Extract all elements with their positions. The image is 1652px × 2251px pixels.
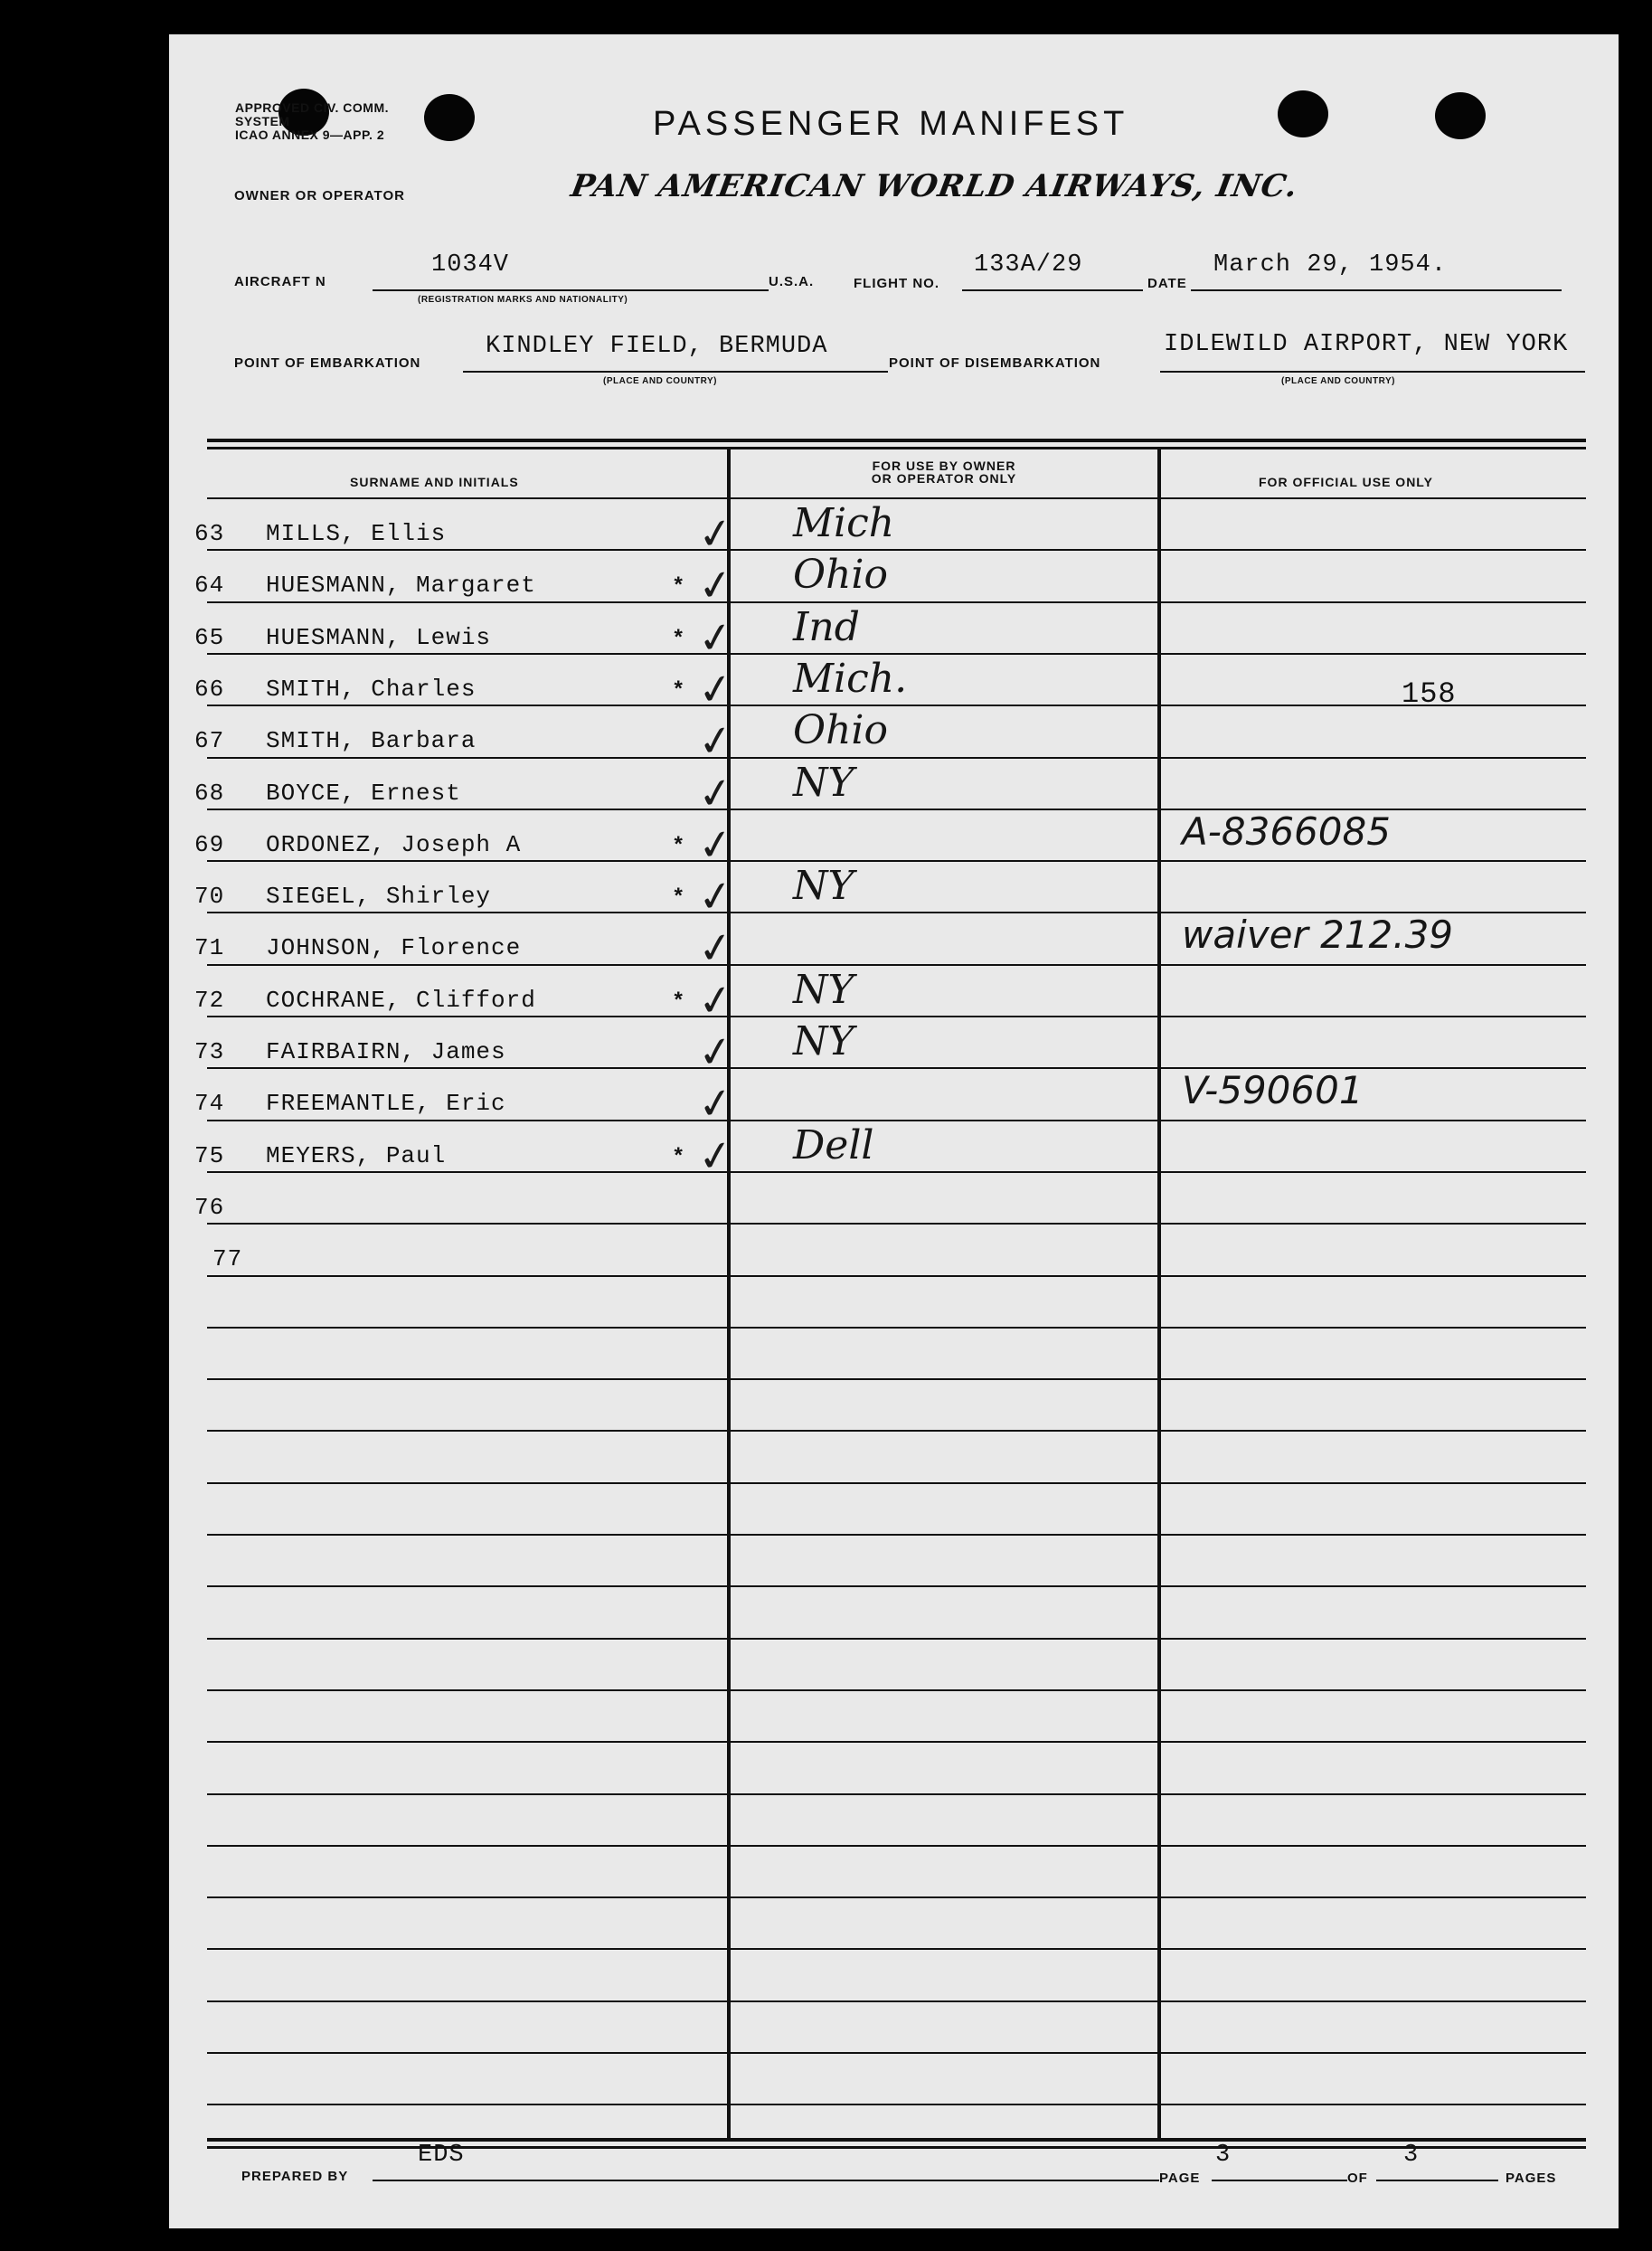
manifest-sheet [169, 34, 1619, 2228]
of-underline [1376, 2180, 1498, 2181]
passenger-name: BOYCE, Ernest [266, 780, 461, 807]
check-mark-icon: ✓ [694, 1129, 737, 1183]
row-rule [207, 2000, 1586, 2002]
table-bottom-rule-2 [207, 2146, 1586, 2149]
flight-label: FLIGHT NO. [854, 276, 939, 291]
passenger-name: HUESMANN, Lewis [266, 624, 492, 651]
page-label: PAGE [1159, 2171, 1201, 2186]
passenger-name: JOHNSON, Florence [266, 934, 522, 961]
official-note: V-590601 [1182, 1068, 1364, 1112]
disembarkation-sublabel: (PLACE AND COUNTRY) [1281, 376, 1395, 386]
table-bottom-rule-1 [207, 2138, 1586, 2142]
row-rule [207, 1171, 1586, 1173]
check-mark-icon: ✓ [694, 610, 737, 665]
check-mark-icon: ✓ [694, 558, 737, 612]
row-number: 68 [194, 780, 225, 807]
official-note: 158 [1402, 677, 1457, 711]
owner-note: Ind [793, 604, 860, 650]
check-mark-icon: ✓ [694, 1076, 737, 1130]
approval-note: APPROVED CIV. COMM. SYSTEM ICAO ANNEX 9—APP. 2 [235, 100, 390, 142]
embarkation-value: KINDLEY FIELD, BERMUDA [486, 333, 828, 360]
row-marker: * [672, 1146, 685, 1170]
row-rule [207, 757, 1586, 759]
owner-note: NY [793, 760, 854, 806]
row-number: 77 [212, 1245, 243, 1272]
check-mark-icon: ✓ [694, 921, 737, 975]
row-rule [207, 1689, 1586, 1691]
check-mark-icon: ✓ [694, 869, 737, 923]
row-rule [207, 1327, 1586, 1329]
column-header-official: FOR OFFICIAL USE ONLY [1259, 475, 1433, 489]
row-rule [207, 549, 1586, 551]
check-mark-icon: ✓ [694, 506, 737, 561]
row-rule [207, 1534, 1586, 1536]
row-marker: * [672, 575, 685, 600]
page-title: PASSENGER MANIFEST [653, 105, 1129, 143]
owner-note: Ohio [793, 707, 888, 753]
row-number: 67 [194, 727, 225, 754]
row-number: 72 [194, 987, 225, 1014]
aircraft-sublabel: (REGISTRATION MARKS AND NATIONALITY) [418, 295, 628, 305]
row-marker: * [672, 679, 685, 704]
check-mark-icon: ✓ [694, 1025, 737, 1079]
aircraft-label: AIRCRAFT N [234, 274, 326, 289]
owner-note: Ohio [793, 552, 888, 598]
prepared-underline [373, 2180, 1159, 2181]
passenger-name: MILLS, Ellis [266, 520, 447, 547]
row-number: 75 [194, 1142, 225, 1169]
row-number: 64 [194, 572, 225, 599]
row-number: 73 [194, 1038, 225, 1065]
row-rule [207, 1120, 1586, 1121]
prepared-by-label: PREPARED BY [241, 2169, 349, 2184]
of-label: OF [1347, 2171, 1368, 2186]
usa-label: U.S.A. [769, 274, 815, 289]
passenger-name: SMITH, Barbara [266, 727, 477, 754]
flight-value: 133A/29 [974, 251, 1083, 279]
row-number: 66 [194, 676, 225, 703]
row-rule [207, 1482, 1586, 1484]
punch-hole-right-1 [1278, 90, 1328, 137]
of-value: 3 [1403, 2142, 1420, 2169]
disembarkation-value: IDLEWILD AIRPORT, NEW YORK [1164, 331, 1569, 358]
owner-note: Mich [793, 500, 895, 546]
row-rule [207, 2104, 1586, 2105]
row-rule [207, 1430, 1586, 1432]
prepared-by-value: EDS [418, 2142, 465, 2169]
passenger-name: SIEGEL, Shirley [266, 883, 492, 910]
passenger-name: FAIRBAIRN, James [266, 1038, 506, 1065]
punch-hole-left-2 [424, 94, 475, 141]
column-header-surname: SURNAME AND INITIALS [350, 475, 519, 489]
owner-note: NY [793, 1018, 854, 1064]
passenger-name: HUESMANN, Margaret [266, 572, 536, 599]
page-value: 3 [1215, 2142, 1232, 2169]
official-note: waiver 212.39 [1182, 913, 1454, 957]
official-note: A-8366085 [1182, 809, 1391, 854]
row-rule [207, 1845, 1586, 1847]
row-marker: * [672, 628, 685, 652]
owner-note: Mich. [793, 656, 908, 702]
aircraft-underline [373, 289, 769, 291]
row-marker: * [672, 990, 685, 1015]
row-number: 63 [194, 520, 225, 547]
passenger-name: MEYERS, Paul [266, 1142, 447, 1169]
disembarkation-underline [1160, 371, 1585, 373]
date-value: March 29, 1954. [1213, 251, 1448, 279]
check-mark-icon: ✓ [694, 818, 737, 872]
row-number: 71 [194, 934, 225, 961]
check-mark-icon: ✓ [694, 766, 737, 820]
row-rule [207, 860, 1586, 862]
row-number: 74 [194, 1090, 225, 1117]
embarkation-label: POINT OF EMBARKATION [234, 355, 421, 371]
embarkation-sublabel: (PLACE AND COUNTRY) [603, 376, 717, 386]
passenger-name: SMITH, Charles [266, 676, 477, 703]
owner-note: Dell [793, 1122, 874, 1168]
row-rule [207, 1741, 1586, 1743]
row-rule [207, 2052, 1586, 2054]
date-label: DATE [1147, 276, 1187, 291]
aircraft-value: 1034V [431, 251, 510, 279]
owner-note: NY [793, 967, 854, 1013]
row-rule [207, 1638, 1586, 1640]
row-rule [207, 1067, 1586, 1069]
row-rule [207, 497, 1586, 499]
punch-hole-right-2 [1435, 92, 1486, 139]
row-number: 69 [194, 831, 225, 858]
date-underline [1191, 289, 1562, 291]
owner-note: NY [793, 863, 854, 909]
passenger-name: COCHRANE, Clifford [266, 987, 536, 1014]
row-rule [207, 1585, 1586, 1587]
table-top-rule-2 [207, 447, 1586, 449]
row-number: 65 [194, 624, 225, 651]
row-rule [207, 653, 1586, 655]
check-mark-icon: ✓ [694, 662, 737, 716]
column-divider-2 [1157, 449, 1161, 2138]
row-rule [207, 964, 1586, 966]
row-rule [207, 1223, 1586, 1225]
passenger-name: FREEMANTLE, Eric [266, 1090, 506, 1117]
row-number: 70 [194, 883, 225, 910]
table-top-rule-1 [207, 439, 1586, 442]
check-mark-icon: ✓ [694, 973, 737, 1027]
row-rule [207, 705, 1586, 706]
row-marker: * [672, 886, 685, 911]
pages-label: PAGES [1506, 2171, 1557, 2186]
owner-label: OWNER OR OPERATOR [234, 188, 405, 203]
page-underline [1212, 2180, 1347, 2181]
row-rule [207, 1016, 1586, 1017]
passenger-name: ORDONEZ, Joseph A [266, 831, 522, 858]
column-header-owner-use: FOR USE BY OWNER OR OPERATOR ONLY [871, 459, 1017, 486]
flight-underline [962, 289, 1143, 291]
disembarkation-label: POINT OF DISEMBARKATION [889, 355, 1101, 371]
row-number: 76 [194, 1194, 225, 1221]
operator-name: PAN AMERICAN WORLD AIRWAYS, INC. [568, 168, 1301, 204]
row-rule [207, 1793, 1586, 1795]
embarkation-underline [463, 371, 888, 373]
row-rule [207, 1896, 1586, 1898]
row-rule [207, 1948, 1586, 1950]
row-rule [207, 601, 1586, 603]
row-marker: * [672, 835, 685, 859]
row-rule [207, 1275, 1586, 1277]
row-rule [207, 1378, 1586, 1380]
check-mark-icon: ✓ [694, 714, 737, 768]
